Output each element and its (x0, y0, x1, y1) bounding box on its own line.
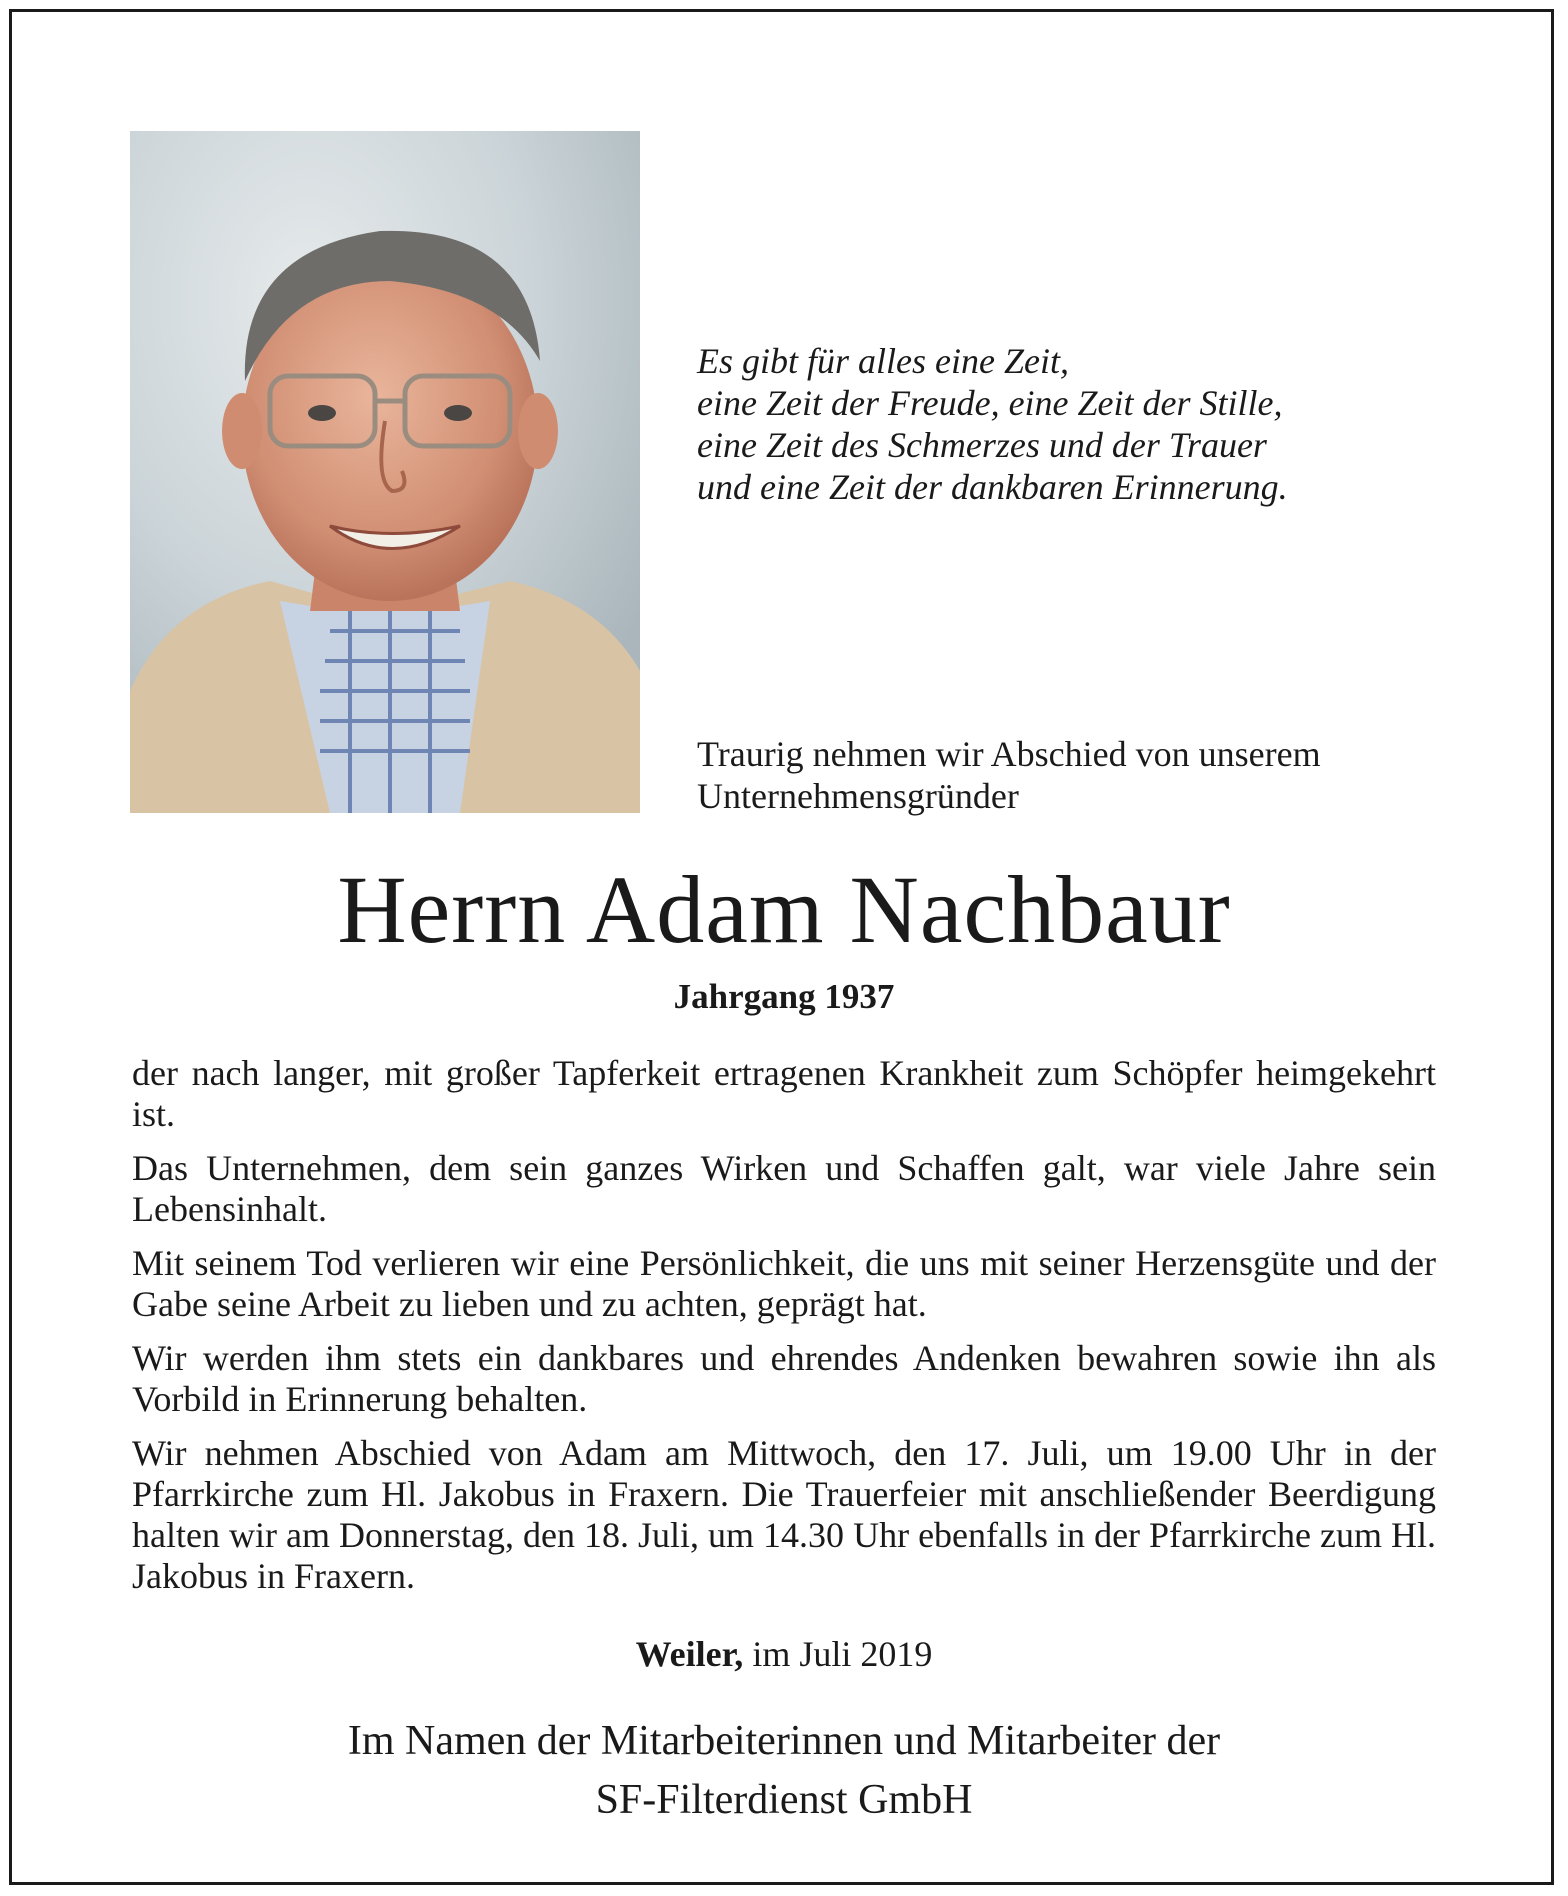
intro-line: Unternehmensgründer (697, 776, 1019, 816)
place-date-text: im Juli 2019 (743, 1634, 933, 1674)
obituary-body (132, 1053, 1436, 1610)
place-date (0, 1632, 1568, 1676)
deceased-name: Herrn Adam Nachbaur (337, 856, 1231, 963)
body-paragraph: Wir werden ihm stets ein dankbares und ehrendes Andenken bewahren sowie ihn als Vorbild in Erinnerung behalten. (132, 1338, 1436, 1419)
poem-line: und eine Zeit der dankbaren Erinnerung. (697, 467, 1288, 507)
poem-line: eine Zeit der Freude, eine Zeit der Stille, (697, 383, 1283, 423)
body-paragraph: Mit seinem Tod verlieren wir eine Persönlichkeit, die uns mit seiner Herzensgüte und der Gabe seine Arbeit zu lieben und zu achten, geprägt hat. (132, 1243, 1436, 1324)
body-paragraph: der nach langer, mit großer Tapferkeit ertragenen Krankheit zum Schöpfer heimgekehrt ist. (132, 1053, 1436, 1134)
poem-line: Es gibt für alles eine Zeit, (697, 341, 1069, 381)
body-paragraph: Wir nehmen Abschied von Adam am Mittwoch, den 17. Juli, um 19.00 Uhr in der Pfarrkirche zum Hl. Jakobus in Fraxern. Die Trauerfeier mit anschließender Beerdigung halten wir am Donnerstag, den 18. Juli, um 14.30 Uhr ebenfalls in der Pfarrkirche zum Hl. Jakobus in Fraxern. (132, 1433, 1436, 1596)
intro-text (697, 733, 1321, 817)
signature-company: SF-Filterdienst GmbH (595, 1777, 973, 1823)
intro-line: Traurig nehmen wir Abschied von unserem (697, 734, 1321, 774)
signature (0, 1712, 1568, 1830)
signature-line: Im Namen der Mitarbeiterinnen und Mitarbeiter der (347, 1718, 1221, 1764)
poem (697, 340, 1288, 508)
body-paragraph: Das Unternehmen, dem sein ganzes Wirken und Schaffen galt, war viele Jahre sein Lebensinhalt. (132, 1148, 1436, 1229)
birth-year: Jahrgang 1937 (673, 977, 895, 1016)
place-city: Weiler, (635, 1634, 744, 1674)
poem-line: eine Zeit des Schmerzes und der Trauer (697, 425, 1267, 465)
portrait-photo (130, 131, 640, 813)
